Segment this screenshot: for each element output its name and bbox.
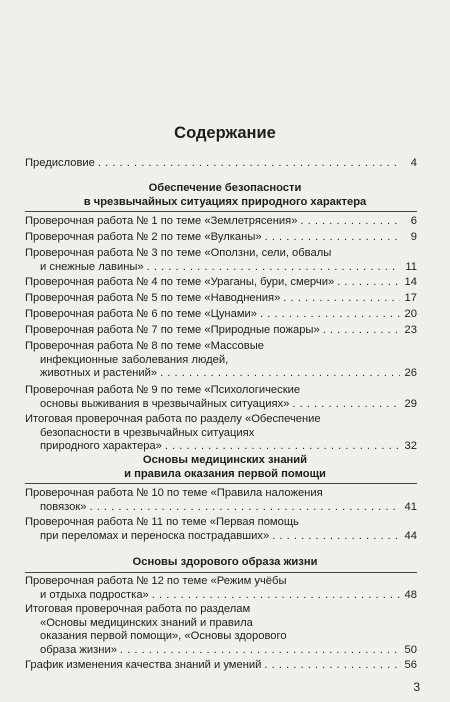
toc-page-number: 32 (404, 440, 417, 453)
leader-dots (147, 261, 400, 275)
toc-entry (25, 215, 417, 229)
toc-entry-text: Проверочная работа № 6 по теме «Цунами» (25, 308, 257, 320)
toc-entry-preface (25, 157, 417, 171)
toc-entry (25, 292, 417, 306)
toc-entry (25, 231, 417, 245)
toc-entry-text: Итоговая проверочная работа по разделам (25, 603, 251, 615)
toc-entry-text: Проверочная работа № 11 по теме «Первая помощь (25, 516, 299, 528)
page-title: Содержание (174, 124, 276, 142)
toc-entry-text: инфекционные заболевания людей, (40, 353, 229, 366)
toc-entry (25, 603, 417, 658)
page-number: 3 (413, 680, 420, 694)
toc-entry-text: Проверочная работа № 1 по теме «Землетрясения» (25, 215, 298, 227)
toc-entry-text: Проверочная работа № 2 по теме «Вулканы» (25, 231, 262, 243)
section-heading-line: и правила оказания первой помощи (124, 467, 326, 480)
toc-entry (25, 247, 417, 274)
toc-entry-text: образа жизни» (40, 644, 117, 657)
toc-entry-text: основы выживания в чрезвычайных ситуациях» (40, 397, 290, 410)
toc-page-number: 48 (404, 588, 417, 601)
leader-dots (264, 659, 400, 673)
toc-entry-text: Проверочная работа № 10 по теме «Правила наложения (25, 487, 323, 499)
toc-entry-text: животных и растений» (40, 367, 158, 380)
toc-entry-text: безопасности в чрезвычайных ситуациях (40, 426, 255, 439)
toc-entry-text: Проверочная работа № 9 по теме «Психологические (25, 384, 301, 396)
toc-entry-text: Итоговая проверочная работа по разделу «Обеспечение (25, 413, 321, 425)
toc-page-number: 20 (404, 308, 417, 320)
toc-entry-text: природного характера» (40, 440, 162, 453)
section-rule (25, 483, 417, 484)
toc-page-number: 23 (404, 324, 417, 336)
toc-page-number: 14 (404, 276, 417, 288)
leader-dots (260, 308, 400, 322)
toc-page-number: 56 (404, 659, 417, 671)
leader-dots (300, 215, 400, 229)
toc-entry-text: «Основы медицинских знаний и правила (40, 616, 253, 629)
toc-entry (25, 276, 417, 290)
toc-entry-text: при переломах и переноска пострадавших» (40, 529, 270, 542)
toc-entry-text: и снежные лавины» (40, 260, 144, 273)
toc-entry-text: Проверочная работа № 12 по теме «Режим учёбы (25, 575, 287, 587)
leader-dots (265, 231, 400, 245)
leader-dots (152, 589, 400, 603)
toc-entry (25, 487, 417, 514)
leader-dots (323, 324, 400, 338)
leader-dots (120, 644, 400, 658)
toc-entry (25, 413, 417, 454)
toc-entry-text: Проверочная работа № 8 по теме «Массовые (25, 340, 264, 352)
section-heading-1 (0, 182, 450, 209)
toc-entry (25, 575, 417, 602)
toc-entry-text: оказания первой помощи», «Основы здорового (40, 630, 287, 643)
leader-dots (90, 501, 401, 515)
toc-entry (25, 308, 417, 322)
toc-entry (25, 659, 417, 673)
toc-entry-text: Проверочная работа № 5 по теме «Наводнения» (25, 292, 281, 304)
toc-page-number: 50 (404, 644, 417, 657)
toc-page-number: 29 (404, 397, 417, 410)
toc-page-number: 4 (410, 157, 417, 169)
toc-page-number: 11 (405, 260, 417, 273)
toc-entry-text: Проверочная работа № 7 по теме «Природные пожары» (25, 324, 320, 336)
toc-entry-text: Предисловие (25, 157, 95, 169)
toc-page-number: 41 (404, 500, 417, 513)
toc-entry (25, 516, 417, 543)
leader-dots (272, 530, 400, 544)
toc-entry-text: Проверочная работа № 4 по теме «Ураганы, бури, смерчи» (25, 276, 335, 288)
section-heading-3 (0, 556, 450, 570)
leader-dots (292, 398, 400, 412)
section-heading-line: в чрезвычайных ситуациях природного характера (83, 195, 367, 208)
section-heading-line: Основы здорового образа жизни (132, 556, 318, 568)
toc-entry-text: повязок» (40, 500, 87, 513)
section-heading-line: Обеспечение безопасности (148, 182, 302, 194)
leader-dots (283, 292, 400, 306)
toc-page-number: 26 (404, 367, 417, 380)
toc-entry-text: и отдыха подростка» (40, 588, 149, 601)
toc-entry-text: График изменения качества знаний и умений (25, 659, 262, 671)
leader-dots (165, 440, 400, 454)
leader-dots (98, 157, 400, 171)
toc-page-number: 44 (404, 529, 417, 542)
section-heading-2 (0, 454, 450, 481)
section-heading-line: Основы медицинских знаний (142, 454, 308, 466)
toc-page-number: 6 (410, 215, 417, 227)
toc-entry (25, 384, 417, 411)
toc-page-number: 17 (404, 292, 417, 304)
leader-dots (337, 276, 400, 290)
section-rule (25, 211, 417, 212)
toc-page-number: 9 (410, 231, 417, 243)
leader-dots (160, 367, 400, 381)
toc-entry (25, 324, 417, 338)
section-rule (25, 572, 417, 573)
toc-entry (25, 340, 417, 381)
toc-entry-text: Проверочная работа № 3 по теме «Оползни, сели, обвалы (25, 247, 332, 259)
